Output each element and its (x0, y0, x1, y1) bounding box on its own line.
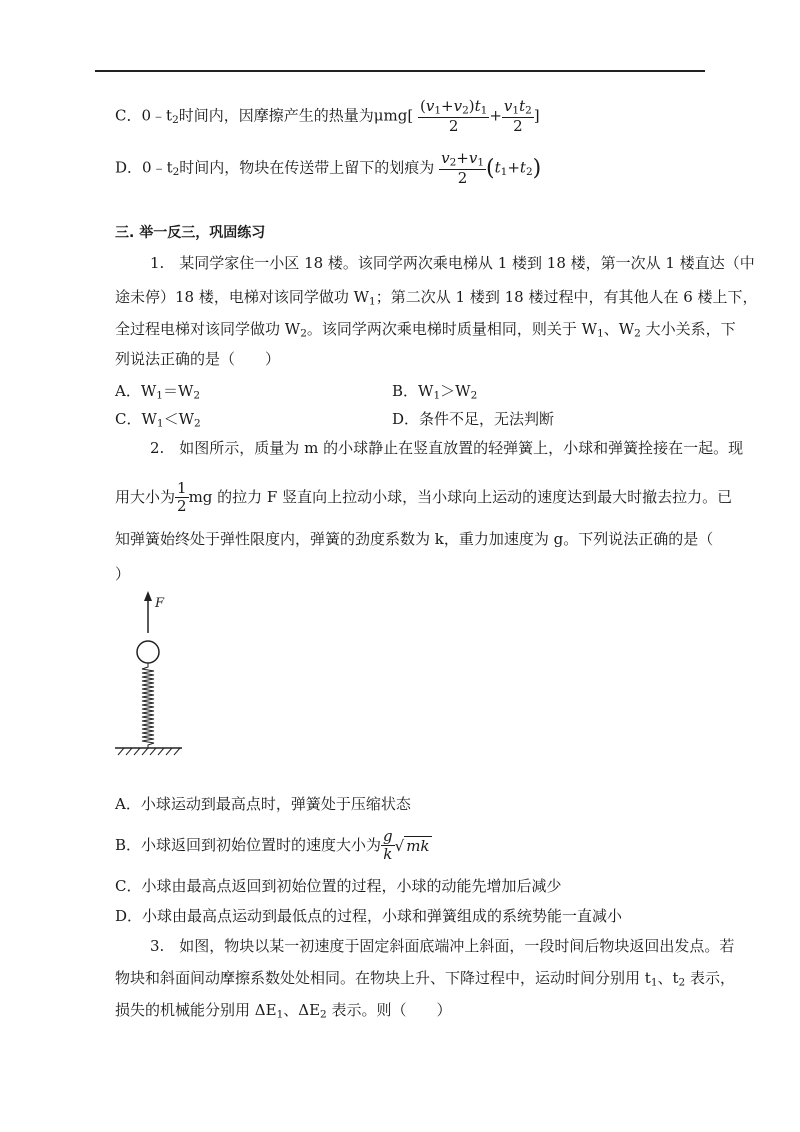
q1-option-b[interactable]: B．$W_1>W_2$ (392, 382, 478, 402)
section-heading: 三. 举一反三，巩固练习 (115, 225, 266, 241)
q1-line2: 途未停）18 楼，电梯对该同学做功 $W_1$；第二次从 1 楼到 18 楼过程中，有其他人在 6 楼上下， (115, 288, 758, 308)
fraction-scratch: $\frac{v_2+v_1}{2}$ (441, 149, 485, 187)
fraction-heat-2: $\frac{v_1t_2}{2}$ (503, 97, 532, 135)
q2-line2: 用大小为 $\frac{1}{2}$ mg 的拉力 F 竖直向上拉动小球，当小球向上运动的速度达到最大时撤去拉力。已 (115, 479, 733, 516)
top-rule (95, 70, 705, 72)
q1-option-d[interactable]: D．条件不足，无法判断 (392, 410, 555, 428)
fraction-g-over-k: $\frac{g}{k}$ (383, 827, 393, 864)
spring (142, 663, 154, 748)
q2-option-c[interactable]: C．小球由最高点返回到初始位置的过程，小球的动能先增加后减少 (115, 877, 562, 895)
sqrt-mk: √ mk (394, 836, 430, 855)
prev-option-d: D．$0﹣t_2$时间内，物块在传送带上留下的划痕为 $\frac{v_2+v_1}{2}$ $(t_1+t_2)$ (115, 149, 542, 187)
q3-line2: 物块和斜面间动摩擦系数处处相同。在物块上升、下降过程中，运动时间分别用 $t_1$、$t_2$ 表示， (115, 969, 735, 989)
q2-line3: 知弹簧始终处于弹性限度内，弹簧的劲度系数为 k，重力加速度为 g。下列说法正确的是（ (115, 530, 714, 548)
fraction-heat-1: $\frac{(v_1+v_2)t_1}{2}$ (419, 97, 488, 135)
q3-line3: 损失的机械能分别用 $\Delta E_1$、$\Delta E_2$ 表示。则（ ） (115, 1001, 452, 1021)
force-label: F (155, 596, 165, 611)
q2-line1: 2. 如图所示，质量为 m 的小球静止在竖直放置的轻弹簧上，小球和弹簧拴接在一起。现 (150, 439, 744, 457)
q2-option-d[interactable]: D．小球由最高点运动到最低点的过程，小球和弹簧组成的系统势能一直减小 (115, 907, 623, 925)
q2-option-b[interactable]: B．小球返回到初始位置时的速度大小为 $\frac{g}{k}$ √ mk (115, 827, 430, 864)
q2-line4: ） (115, 565, 131, 583)
q1-option-a[interactable]: A．$W_1=W_2$ (115, 382, 201, 402)
ball (137, 641, 159, 663)
fraction-half: $\frac{1}{2}$ (177, 479, 187, 516)
prev-option-c: C．$0﹣t_2$时间内，因摩擦产生的热量为μmg[ $\frac{(v_1+v_2)t_1}{2}$ + $\frac{v_1t_2}{2}$ ] (115, 97, 540, 135)
q2-option-a[interactable]: A．小球运动到最高点时，弹簧处于压缩状态 (115, 795, 411, 813)
q3-line1: 3. 如图，物块以某一初速度于固定斜面底端冲上斜面，一段时间后物块返回出发点。若 (150, 937, 735, 955)
q1-line4: 列说法正确的是（ ） (115, 350, 281, 368)
spring-ball-figure (110, 585, 200, 765)
q1-line3: 全过程电梯对该同学做功 $W_2$。该同学两次乘电梯时质量相同，则关于 $W_1$、$W_2$ 大小关系，下 (115, 320, 736, 340)
q1-option-c[interactable]: C．$W_1<W_2$ (115, 410, 201, 430)
q1-line1: 1. 某同学家住一小区 18 楼。该同学两次乘电梯从 1 楼到 18 楼，第一次从 1 楼直达（中 (150, 254, 755, 272)
